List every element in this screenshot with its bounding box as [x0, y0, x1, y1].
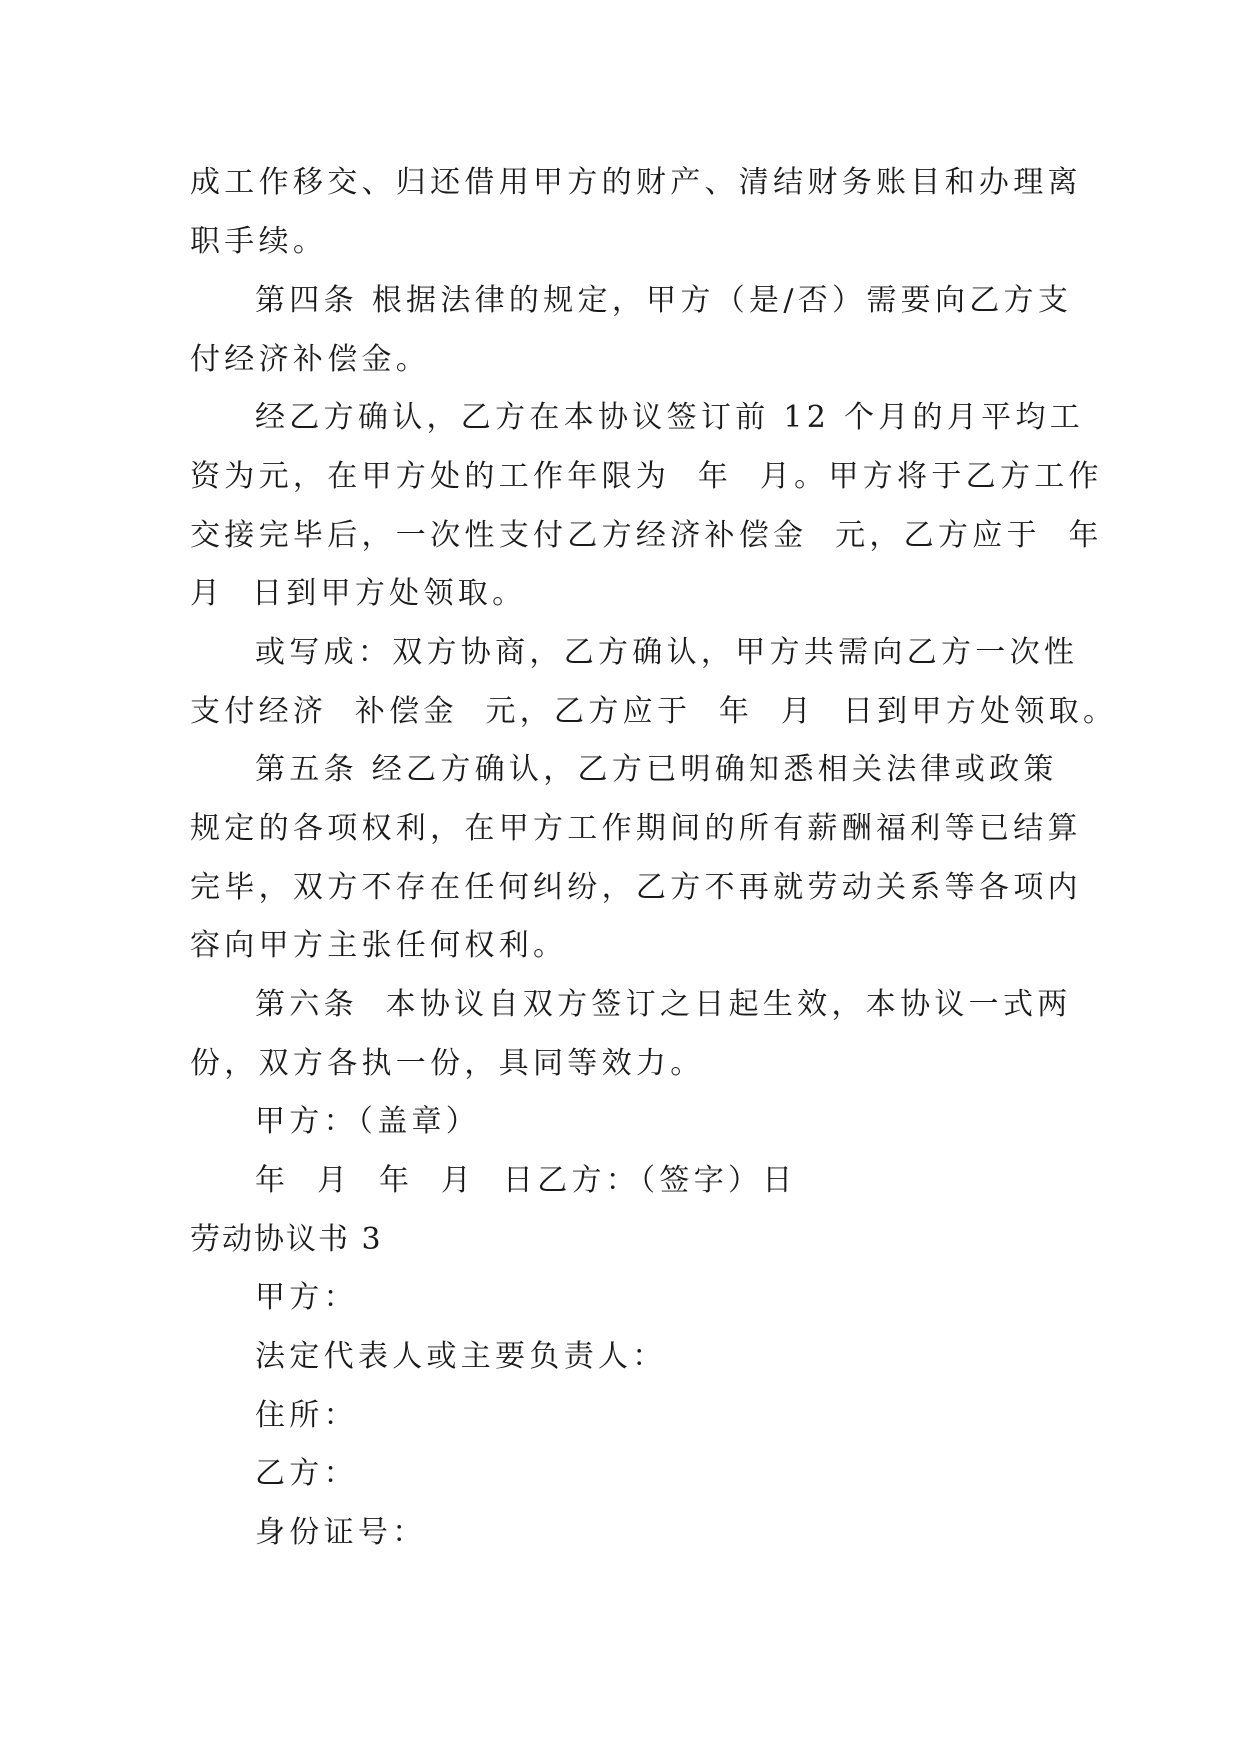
salary-line-3: 交接完毕后，一次性支付乙方经济补偿金 元，乙方应于 年: [190, 518, 1103, 553]
party-a-seal-line: 甲方：（盖章）: [255, 1104, 481, 1139]
article-6-line-1: 第六条 本协议自双方签订之日起生效，本协议一式两: [255, 987, 1072, 1022]
article-4-line-1: 第四条 根据法律的规定，甲方（是/否）需要向乙方支: [255, 283, 1073, 318]
alternative-line-1: 或写成：双方协商，乙方确认，甲方共需向乙方一次性: [255, 635, 1079, 670]
article-5-line-3: 完毕，双方不存在任何纠纷，乙方不再就劳动关系等各项内: [190, 870, 1082, 905]
article-5-line-2: 规定的各项权利，在甲方工作期间的所有薪酬福利等已结算: [190, 811, 1082, 846]
party-b-field: 乙方：: [255, 1456, 358, 1491]
address-field: 住所：: [255, 1398, 358, 1433]
salary-line-1: 经乙方确认，乙方在本协议签订前 12 个月的月平均工: [255, 400, 1085, 435]
date-signature-line: 年 月 年 月 日乙方：（签字）日: [255, 1163, 797, 1198]
id-number-field: 身份证号：: [255, 1515, 427, 1550]
article-5-line-4: 容向甲方主张任何权利。: [190, 928, 568, 963]
paragraph-line-2: 职手续。: [190, 224, 328, 259]
alternative-line-2: 支付经济 补偿金 元，乙方应于 年 月 日到甲方处领取。: [190, 694, 1118, 729]
article-4-line-2: 付经济补偿金。: [190, 342, 431, 377]
legal-representative-field: 法定代表人或主要负责人：: [255, 1339, 667, 1374]
article-5-line-1: 第五条 经乙方确认，乙方已明确知悉相关法律或政策: [255, 752, 1058, 787]
salary-line-4: 月 日到甲方处领取。: [190, 576, 527, 611]
paragraph-line-1: 成工作移交、归还借用甲方的财产、清结财务账目和办理离: [190, 165, 1082, 200]
section-heading: 劳动协议书 3: [190, 1222, 383, 1257]
article-6-line-2: 份，双方各执一份，具同等效力。: [190, 1046, 705, 1081]
party-a-field: 甲方：: [255, 1280, 358, 1315]
salary-line-2: 资为元，在甲方处的工作年限为 年 月。甲方将于乙方工作: [190, 459, 1103, 494]
